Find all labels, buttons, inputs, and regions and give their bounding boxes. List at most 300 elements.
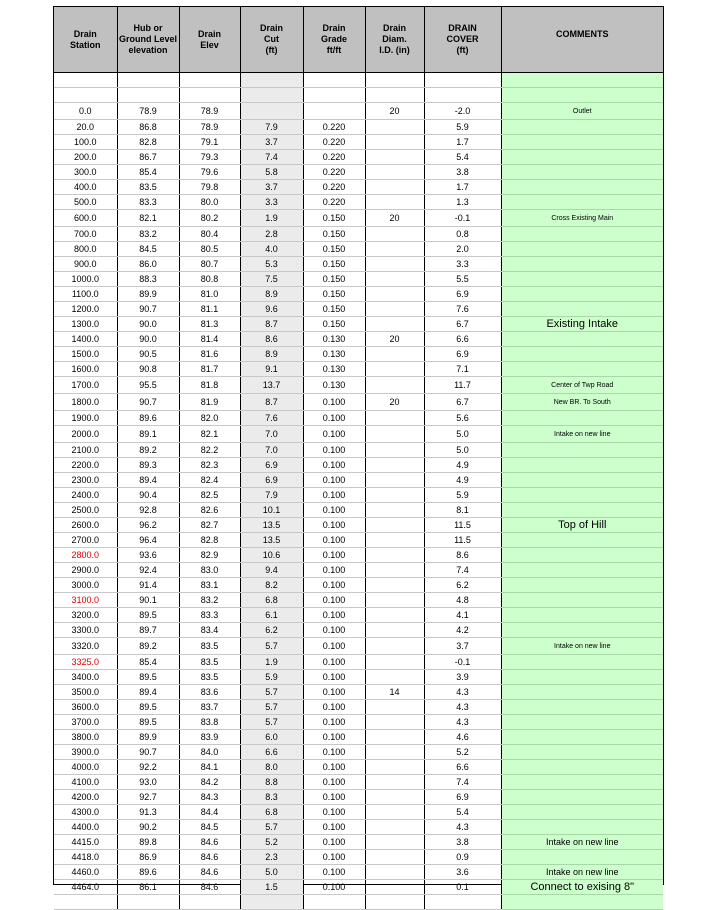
drain-diameter-cell[interactable]: [365, 578, 424, 593]
drain-elev-cell[interactable]: 83.9: [179, 730, 240, 745]
header-drain-station[interactable]: Drain Station: [54, 7, 117, 73]
blank-cell[interactable]: [117, 88, 179, 103]
comment-cell[interactable]: [501, 670, 663, 685]
hub-elevation-cell[interactable]: 86.7: [117, 150, 179, 165]
blank-cell[interactable]: [365, 895, 424, 910]
drain-cut-cell[interactable]: 8.9: [240, 347, 303, 362]
comment-cell[interactable]: [501, 745, 663, 760]
hub-elevation-cell[interactable]: 89.6: [117, 865, 179, 880]
drain-elev-cell[interactable]: 83.4: [179, 623, 240, 638]
comment-cell[interactable]: [501, 790, 663, 805]
blank-cell[interactable]: [179, 88, 240, 103]
drain-diameter-cell[interactable]: [365, 165, 424, 180]
comment-cell[interactable]: [501, 578, 663, 593]
comment-cell[interactable]: [501, 593, 663, 608]
drain-cut-cell[interactable]: 10.1: [240, 503, 303, 518]
drain-elev-cell[interactable]: 82.3: [179, 458, 240, 473]
station-cell[interactable]: 2300.0: [54, 473, 117, 488]
drain-elev-cell[interactable]: 81.7: [179, 362, 240, 377]
drain-elev-cell[interactable]: 83.5: [179, 655, 240, 670]
drain-cut-cell[interactable]: 6.8: [240, 593, 303, 608]
header-drain-cut[interactable]: Drain Cut (ft): [240, 7, 303, 73]
comment-cell[interactable]: [501, 850, 663, 865]
drain-cut-cell[interactable]: 6.9: [240, 458, 303, 473]
comment-cell[interactable]: [501, 488, 663, 503]
drain-cut-cell[interactable]: 8.2: [240, 578, 303, 593]
comment-cell[interactable]: [501, 103, 663, 120]
hub-elevation-cell[interactable]: 90.7: [117, 302, 179, 317]
drain-cover-cell[interactable]: 0.1: [424, 880, 501, 895]
hub-elevation-cell[interactable]: 96.2: [117, 518, 179, 533]
drain-elev-cell[interactable]: 78.9: [179, 120, 240, 135]
drain-grade-cell[interactable]: 0.100: [303, 655, 365, 670]
drain-diameter-cell[interactable]: [365, 548, 424, 563]
comment-cell[interactable]: [501, 347, 663, 362]
drain-grade-cell[interactable]: 0.100: [303, 760, 365, 775]
drain-elev-cell[interactable]: 82.6: [179, 503, 240, 518]
station-cell[interactable]: 3320.0: [54, 638, 117, 655]
station-cell[interactable]: 4000.0: [54, 760, 117, 775]
comment-cell[interactable]: [501, 242, 663, 257]
station-cell[interactable]: 20.0: [54, 120, 117, 135]
drain-cut-cell[interactable]: 2.8: [240, 227, 303, 242]
drain-elev-cell[interactable]: 83.0: [179, 563, 240, 578]
hub-elevation-cell[interactable]: 90.0: [117, 332, 179, 347]
drain-diameter-cell[interactable]: [365, 411, 424, 426]
blank-cell[interactable]: [501, 88, 663, 103]
drain-cover-cell[interactable]: 1.7: [424, 180, 501, 195]
blank-cell[interactable]: [117, 73, 179, 88]
drain-cut-cell[interactable]: 1.9: [240, 210, 303, 227]
drain-elev-cell[interactable]: 84.3: [179, 790, 240, 805]
drain-diameter-cell[interactable]: [365, 805, 424, 820]
drain-diameter-cell[interactable]: [365, 865, 424, 880]
drain-cut-cell[interactable]: 10.6: [240, 548, 303, 563]
station-cell[interactable]: 2700.0: [54, 533, 117, 548]
drain-cover-cell[interactable]: 6.6: [424, 760, 501, 775]
station-cell[interactable]: 4415.0: [54, 835, 117, 850]
comment-cell[interactable]: [501, 180, 663, 195]
comment-cell[interactable]: [501, 685, 663, 700]
drain-cover-cell[interactable]: 3.6: [424, 865, 501, 880]
drain-cut-cell[interactable]: 6.6: [240, 745, 303, 760]
drain-grade-cell[interactable]: 0.100: [303, 730, 365, 745]
drain-elev-cell[interactable]: 80.4: [179, 227, 240, 242]
blank-cell[interactable]: [424, 73, 501, 88]
drain-diameter-cell[interactable]: 20: [365, 394, 424, 411]
hub-elevation-cell[interactable]: 93.0: [117, 775, 179, 790]
station-cell[interactable]: 600.0: [54, 210, 117, 227]
header-drain-cover[interactable]: DRAIN COVER (ft): [424, 7, 501, 73]
hub-elevation-cell[interactable]: 90.7: [117, 745, 179, 760]
drain-elev-cell[interactable]: 83.3: [179, 608, 240, 623]
drain-cover-cell[interactable]: 11.5: [424, 518, 501, 533]
drain-elev-cell[interactable]: 83.1: [179, 578, 240, 593]
hub-elevation-cell[interactable]: 85.4: [117, 655, 179, 670]
drain-cut-cell[interactable]: 5.8: [240, 165, 303, 180]
drain-cut-cell[interactable]: 3.3: [240, 195, 303, 210]
drain-grade-cell[interactable]: 0.130: [303, 347, 365, 362]
drain-diameter-cell[interactable]: [365, 563, 424, 578]
drain-elev-cell[interactable]: 82.8: [179, 533, 240, 548]
drain-grade-cell[interactable]: 0.100: [303, 411, 365, 426]
hub-elevation-cell[interactable]: 89.7: [117, 623, 179, 638]
station-cell[interactable]: 2100.0: [54, 443, 117, 458]
drain-cut-cell[interactable]: 7.9: [240, 488, 303, 503]
drain-diameter-cell[interactable]: 20: [365, 103, 424, 120]
drain-elev-cell[interactable]: 83.5: [179, 638, 240, 655]
drain-cover-cell[interactable]: 7.4: [424, 775, 501, 790]
drain-diameter-cell[interactable]: [365, 272, 424, 287]
drain-elev-cell[interactable]: 82.0: [179, 411, 240, 426]
drain-diameter-cell[interactable]: [365, 242, 424, 257]
drain-cover-cell[interactable]: -0.1: [424, 655, 501, 670]
drain-cut-cell[interactable]: 5.7: [240, 685, 303, 700]
drain-diameter-cell[interactable]: [365, 317, 424, 332]
header-drain-diameter[interactable]: Drain Diam. I.D. (in): [365, 7, 424, 73]
drain-elev-cell[interactable]: 84.6: [179, 865, 240, 880]
drain-diameter-cell[interactable]: [365, 473, 424, 488]
drain-elev-cell[interactable]: 82.7: [179, 518, 240, 533]
drain-grade-cell[interactable]: 0.220: [303, 180, 365, 195]
blank-cell[interactable]: [303, 73, 365, 88]
drain-cut-cell[interactable]: 2.3: [240, 850, 303, 865]
hub-elevation-cell[interactable]: 82.8: [117, 135, 179, 150]
station-cell[interactable]: 3400.0: [54, 670, 117, 685]
drain-elev-cell[interactable]: 84.5: [179, 820, 240, 835]
drain-grade-cell[interactable]: 0.100: [303, 593, 365, 608]
drain-cover-cell[interactable]: 7.4: [424, 563, 501, 578]
drain-diameter-cell[interactable]: [365, 503, 424, 518]
drain-diameter-cell[interactable]: [365, 850, 424, 865]
drain-diameter-cell[interactable]: [365, 443, 424, 458]
drain-cover-cell[interactable]: 3.3: [424, 257, 501, 272]
station-cell[interactable]: 1700.0: [54, 377, 117, 394]
drain-cut-cell[interactable]: 6.2: [240, 623, 303, 638]
drain-cover-cell[interactable]: 4.9: [424, 473, 501, 488]
drain-elev-cell[interactable]: 82.9: [179, 548, 240, 563]
drain-grade-cell[interactable]: 0.100: [303, 775, 365, 790]
hub-elevation-cell[interactable]: 89.2: [117, 638, 179, 655]
comment-cell[interactable]: [501, 805, 663, 820]
comment-cell[interactable]: [501, 533, 663, 548]
drain-diameter-cell[interactable]: [365, 488, 424, 503]
station-cell[interactable]: 1000.0: [54, 272, 117, 287]
drain-elev-cell[interactable]: 81.1: [179, 302, 240, 317]
drain-cover-cell[interactable]: 6.9: [424, 287, 501, 302]
drain-cut-cell[interactable]: 3.7: [240, 180, 303, 195]
drain-cover-cell[interactable]: 11.7: [424, 377, 501, 394]
comment-cell[interactable]: [501, 775, 663, 790]
drain-grade-cell[interactable]: 0.100: [303, 745, 365, 760]
station-cell[interactable]: 4100.0: [54, 775, 117, 790]
station-cell[interactable]: 4460.0: [54, 865, 117, 880]
drain-cover-cell[interactable]: 5.0: [424, 443, 501, 458]
drain-elev-cell[interactable]: 80.5: [179, 242, 240, 257]
station-cell[interactable]: 3700.0: [54, 715, 117, 730]
comment-cell[interactable]: [501, 730, 663, 745]
drain-elev-cell[interactable]: 80.2: [179, 210, 240, 227]
drain-cover-cell[interactable]: 8.1: [424, 503, 501, 518]
hub-elevation-cell[interactable]: 92.8: [117, 503, 179, 518]
header-comments[interactable]: COMMENTS: [501, 7, 663, 73]
drain-cover-cell[interactable]: 5.6: [424, 411, 501, 426]
drain-cover-cell[interactable]: 6.9: [424, 790, 501, 805]
drain-elev-cell[interactable]: 80.7: [179, 257, 240, 272]
drain-elev-cell[interactable]: 79.3: [179, 150, 240, 165]
drain-cover-cell[interactable]: 3.8: [424, 165, 501, 180]
drain-cover-cell[interactable]: 0.9: [424, 850, 501, 865]
hub-elevation-cell[interactable]: 89.6: [117, 411, 179, 426]
comment-cell[interactable]: [501, 120, 663, 135]
comment-cell[interactable]: [501, 195, 663, 210]
drain-grade-cell[interactable]: 0.130: [303, 332, 365, 347]
hub-elevation-cell[interactable]: 91.3: [117, 805, 179, 820]
drain-grade-cell[interactable]: 0.220: [303, 120, 365, 135]
drain-grade-cell[interactable]: 0.130: [303, 377, 365, 394]
drain-grade-cell[interactable]: 0.100: [303, 790, 365, 805]
drain-grade-cell[interactable]: 0.100: [303, 503, 365, 518]
drain-cover-cell[interactable]: 4.3: [424, 700, 501, 715]
blank-cell[interactable]: [501, 73, 663, 88]
drain-diameter-cell[interactable]: [365, 458, 424, 473]
drain-elev-cell[interactable]: 82.5: [179, 488, 240, 503]
drain-elev-cell[interactable]: 82.2: [179, 443, 240, 458]
drain-grade-cell[interactable]: 0.100: [303, 443, 365, 458]
drain-diameter-cell[interactable]: [365, 655, 424, 670]
blank-cell[interactable]: [303, 895, 365, 910]
drain-elev-cell[interactable]: 84.0: [179, 745, 240, 760]
drain-grade-cell[interactable]: 0.100: [303, 820, 365, 835]
drain-cover-cell[interactable]: 6.6: [424, 332, 501, 347]
hub-elevation-cell[interactable]: 84.5: [117, 242, 179, 257]
comment-cell[interactable]: [501, 210, 663, 227]
drain-cover-cell[interactable]: 5.5: [424, 272, 501, 287]
hub-elevation-cell[interactable]: 92.7: [117, 790, 179, 805]
drain-elev-cell[interactable]: 84.6: [179, 850, 240, 865]
station-cell[interactable]: 400.0: [54, 180, 117, 195]
drain-diameter-cell[interactable]: [365, 120, 424, 135]
drain-grade-cell[interactable]: 0.220: [303, 135, 365, 150]
hub-elevation-cell[interactable]: 90.7: [117, 394, 179, 411]
drain-elev-cell[interactable]: 81.8: [179, 377, 240, 394]
drain-diameter-cell[interactable]: [365, 135, 424, 150]
hub-elevation-cell[interactable]: 93.6: [117, 548, 179, 563]
drain-cover-cell[interactable]: 5.4: [424, 150, 501, 165]
station-cell[interactable]: 2900.0: [54, 563, 117, 578]
drain-cover-cell[interactable]: 4.3: [424, 685, 501, 700]
drain-cut-cell[interactable]: 5.7: [240, 700, 303, 715]
comment-cell[interactable]: [501, 473, 663, 488]
comment-cell[interactable]: [501, 377, 663, 394]
drain-cut-cell[interactable]: 6.1: [240, 608, 303, 623]
hub-elevation-cell[interactable]: 86.9: [117, 850, 179, 865]
drain-elev-cell[interactable]: 79.1: [179, 135, 240, 150]
drain-elev-cell[interactable]: 82.4: [179, 473, 240, 488]
comment-cell[interactable]: [501, 411, 663, 426]
hub-elevation-cell[interactable]: 89.5: [117, 700, 179, 715]
drain-elev-cell[interactable]: 83.2: [179, 593, 240, 608]
station-cell[interactable]: 2800.0: [54, 548, 117, 563]
station-cell[interactable]: 3325.0: [54, 655, 117, 670]
station-cell[interactable]: 200.0: [54, 150, 117, 165]
drain-grade-cell[interactable]: 0.100: [303, 578, 365, 593]
drain-grade-cell[interactable]: 0.100: [303, 473, 365, 488]
drain-cover-cell[interactable]: 6.7: [424, 317, 501, 332]
comment-cell[interactable]: [501, 715, 663, 730]
drain-cut-cell[interactable]: 8.7: [240, 317, 303, 332]
drain-diameter-cell[interactable]: [365, 638, 424, 655]
drain-diameter-cell[interactable]: [365, 715, 424, 730]
station-cell[interactable]: 4418.0: [54, 850, 117, 865]
blank-cell[interactable]: [54, 73, 117, 88]
hub-elevation-cell[interactable]: 78.9: [117, 103, 179, 120]
station-cell[interactable]: 3000.0: [54, 578, 117, 593]
drain-grade-cell[interactable]: 0.220: [303, 195, 365, 210]
drain-cover-cell[interactable]: 1.3: [424, 195, 501, 210]
drain-grade-cell[interactable]: 0.100: [303, 865, 365, 880]
station-cell[interactable]: 2200.0: [54, 458, 117, 473]
station-cell[interactable]: 4300.0: [54, 805, 117, 820]
station-cell[interactable]: 500.0: [54, 195, 117, 210]
drain-elev-cell[interactable]: 83.7: [179, 700, 240, 715]
drain-diameter-cell[interactable]: [365, 820, 424, 835]
drain-diameter-cell[interactable]: [365, 880, 424, 895]
comment-cell[interactable]: [501, 563, 663, 578]
hub-elevation-cell[interactable]: 83.3: [117, 195, 179, 210]
comment-cell[interactable]: [501, 150, 663, 165]
hub-elevation-cell[interactable]: 83.2: [117, 227, 179, 242]
hub-elevation-cell[interactable]: 96.4: [117, 533, 179, 548]
drain-grade-cell[interactable]: 0.150: [303, 227, 365, 242]
station-cell[interactable]: 1500.0: [54, 347, 117, 362]
blank-cell[interactable]: [365, 88, 424, 103]
drain-elev-cell[interactable]: 82.1: [179, 426, 240, 443]
drain-grade-cell[interactable]: 0.130: [303, 362, 365, 377]
blank-cell[interactable]: [365, 73, 424, 88]
drain-cut-cell[interactable]: 9.4: [240, 563, 303, 578]
blank-cell[interactable]: [240, 895, 303, 910]
blank-cell[interactable]: [179, 73, 240, 88]
drain-elev-cell[interactable]: 81.4: [179, 332, 240, 347]
station-cell[interactable]: 2000.0: [54, 426, 117, 443]
comment-cell[interactable]: [501, 548, 663, 563]
drain-cut-cell[interactable]: 3.7: [240, 135, 303, 150]
drain-grade-cell[interactable]: 0.150: [303, 272, 365, 287]
drain-cut-cell[interactable]: 5.0: [240, 865, 303, 880]
drain-grade-cell[interactable]: 0.100: [303, 458, 365, 473]
blank-cell[interactable]: [424, 895, 501, 910]
comment-cell[interactable]: [501, 608, 663, 623]
drain-cut-cell[interactable]: 9.1: [240, 362, 303, 377]
comment-cell[interactable]: [501, 165, 663, 180]
blank-cell[interactable]: [303, 88, 365, 103]
drain-cut-cell[interactable]: 4.0: [240, 242, 303, 257]
comment-cell[interactable]: [501, 865, 663, 880]
drain-grade-cell[interactable]: 0.100: [303, 700, 365, 715]
hub-elevation-cell[interactable]: 89.9: [117, 287, 179, 302]
station-cell[interactable]: 3500.0: [54, 685, 117, 700]
station-cell[interactable]: 3900.0: [54, 745, 117, 760]
drain-cover-cell[interactable]: 6.2: [424, 578, 501, 593]
drain-diameter-cell[interactable]: [365, 150, 424, 165]
comment-cell[interactable]: [501, 302, 663, 317]
drain-cover-cell[interactable]: 4.2: [424, 623, 501, 638]
comment-cell[interactable]: [501, 458, 663, 473]
hub-elevation-cell[interactable]: 88.3: [117, 272, 179, 287]
comment-cell[interactable]: [501, 518, 663, 533]
drain-cut-cell[interactable]: 8.0: [240, 760, 303, 775]
hub-elevation-cell[interactable]: 89.1: [117, 426, 179, 443]
drain-cut-cell[interactable]: 7.4: [240, 150, 303, 165]
station-cell[interactable]: 1900.0: [54, 411, 117, 426]
drain-cover-cell[interactable]: 7.1: [424, 362, 501, 377]
drain-grade-cell[interactable]: 0.100: [303, 623, 365, 638]
station-cell[interactable]: 1600.0: [54, 362, 117, 377]
hub-elevation-cell[interactable]: 89.3: [117, 458, 179, 473]
drain-diameter-cell[interactable]: [365, 180, 424, 195]
hub-elevation-cell[interactable]: 89.5: [117, 715, 179, 730]
drain-elev-cell[interactable]: 83.6: [179, 685, 240, 700]
drain-cut-cell[interactable]: 13.5: [240, 518, 303, 533]
drain-cut-cell[interactable]: 8.3: [240, 790, 303, 805]
drain-grade-cell[interactable]: 0.100: [303, 548, 365, 563]
station-cell[interactable]: 3800.0: [54, 730, 117, 745]
drain-cut-cell[interactable]: 8.8: [240, 775, 303, 790]
station-cell[interactable]: 3200.0: [54, 608, 117, 623]
drain-elev-cell[interactable]: 79.8: [179, 180, 240, 195]
drain-cut-cell[interactable]: 7.0: [240, 426, 303, 443]
comment-cell[interactable]: [501, 317, 663, 332]
drain-diameter-cell[interactable]: 20: [365, 210, 424, 227]
hub-elevation-cell[interactable]: 95.5: [117, 377, 179, 394]
station-cell[interactable]: 100.0: [54, 135, 117, 150]
drain-cover-cell[interactable]: 3.9: [424, 670, 501, 685]
comment-cell[interactable]: [501, 820, 663, 835]
drain-cut-cell[interactable]: 5.7: [240, 820, 303, 835]
drain-grade-cell[interactable]: 0.150: [303, 302, 365, 317]
drain-elev-cell[interactable]: 78.9: [179, 103, 240, 120]
drain-diameter-cell[interactable]: [365, 347, 424, 362]
station-cell[interactable]: 1400.0: [54, 332, 117, 347]
drain-grade-cell[interactable]: 0.220: [303, 150, 365, 165]
drain-grade-cell[interactable]: 0.150: [303, 210, 365, 227]
station-cell[interactable]: 1300.0: [54, 317, 117, 332]
hub-elevation-cell[interactable]: 90.8: [117, 362, 179, 377]
drain-cut-cell[interactable]: 6.8: [240, 805, 303, 820]
drain-cut-cell[interactable]: [240, 103, 303, 120]
drain-diameter-cell[interactable]: [365, 730, 424, 745]
drain-cut-cell[interactable]: 5.9: [240, 670, 303, 685]
hub-elevation-cell[interactable]: 90.0: [117, 317, 179, 332]
drain-grade-cell[interactable]: 0.100: [303, 670, 365, 685]
comment-cell[interactable]: [501, 623, 663, 638]
drain-cover-cell[interactable]: 4.9: [424, 458, 501, 473]
drain-diameter-cell[interactable]: [365, 257, 424, 272]
station-cell[interactable]: 1100.0: [54, 287, 117, 302]
drain-diameter-cell[interactable]: [365, 775, 424, 790]
comment-cell[interactable]: [501, 638, 663, 655]
station-cell[interactable]: 1800.0: [54, 394, 117, 411]
hub-elevation-cell[interactable]: 86.0: [117, 257, 179, 272]
blank-cell[interactable]: [179, 895, 240, 910]
drain-cut-cell[interactable]: 7.5: [240, 272, 303, 287]
station-cell[interactable]: 700.0: [54, 227, 117, 242]
comment-cell[interactable]: [501, 287, 663, 302]
drain-cover-cell[interactable]: 2.0: [424, 242, 501, 257]
drain-cut-cell[interactable]: 5.7: [240, 715, 303, 730]
drain-cut-cell[interactable]: 7.0: [240, 443, 303, 458]
